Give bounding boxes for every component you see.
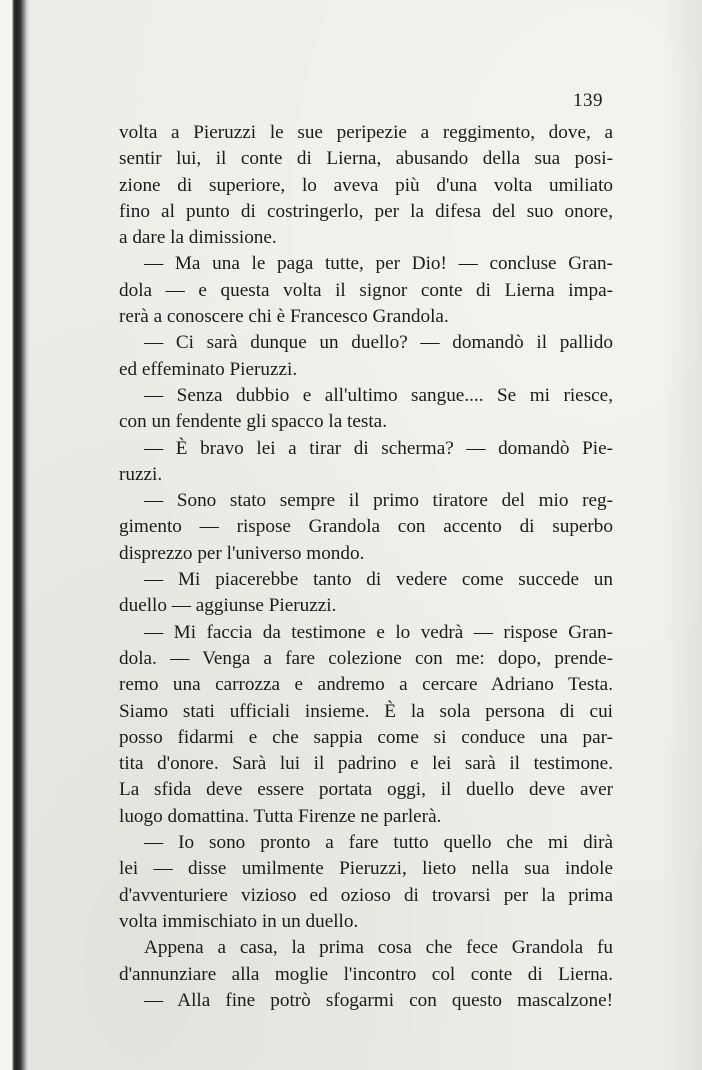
- text-line: dola — e questa volta il signor conte di Lierna impa-: [119, 279, 613, 301]
- text-line: volta immischiato in un duello.: [119, 910, 359, 932]
- text-line: Siamo stati ufficiali insieme. È la sola persona di cui: [119, 700, 613, 722]
- book-binding-edge: [0, 0, 30, 1070]
- text-line: — Ma una le paga tutte, per Dio! — concluse Gran-: [144, 253, 613, 275]
- text-line: ruzzi.: [119, 463, 163, 485]
- text-line: remo una carrozza e andremo a cercare Adriano Testa.: [119, 674, 613, 696]
- text-line: — Mi faccia da testimone e lo vedrà — rispose Gran-: [144, 621, 613, 643]
- text-line: gimento — rispose Grandola con accento di superbo: [119, 516, 613, 538]
- text-line: — Senza dubbio e all'ultimo sangue.... Se mi riesce,: [144, 384, 613, 406]
- text-line: tita d'onore. Sarà lui il padrino e lei sarà il testimone.: [119, 753, 613, 775]
- text-line: d'avventuriere vizioso ed ozioso di trovarsi per la prima: [119, 884, 613, 906]
- text-line: duello — aggiunse Pieruzzi.: [119, 595, 337, 617]
- text-line: dola. — Venga a fare colezione con me: dopo, prende-: [119, 647, 613, 669]
- text-line: luogo domattina. Tutta Firenze ne parlerà.: [119, 805, 442, 827]
- text-line: — Ci sarà dunque un duello? — domandò il pallido: [144, 332, 613, 354]
- body-text: [119, 120, 613, 1014]
- text-line: — Io sono pronto a fare tutto quello che mi dirà: [144, 832, 613, 854]
- text-line: — Sono stato sempre il primo tiratore del mio reg-: [144, 490, 613, 512]
- text-line: La sfida deve essere portata oggi, il duello deve aver: [119, 779, 613, 801]
- text-line: a dare la dimissione.: [119, 227, 277, 249]
- text-line: posso fidarmi e che sappia come si conduce una par-: [119, 726, 613, 748]
- page-shadow: [662, 0, 702, 1070]
- text-line: d'annunziare alla moglie l'incontro col conte di Lierna.: [119, 963, 613, 985]
- text-line: disprezzo per l'universo mondo.: [119, 542, 365, 564]
- page-number: 139: [573, 90, 603, 111]
- text-line: sentir lui, il conte di Lierna, abusando della sua posi-: [119, 148, 613, 170]
- text-line: — È bravo lei a tirar di scherma? — domandò Pie-: [144, 437, 613, 459]
- text-line: fino al punto di costringerlo, per la difesa del suo onore,: [119, 200, 613, 222]
- text-line: con un fendente gli spacco la testa.: [119, 411, 387, 433]
- text-line: rerà a conoscere chi è Francesco Grandola.: [119, 306, 449, 328]
- text-line: Appena a casa, la prima cosa che fece Grandola fu: [144, 937, 613, 959]
- text-line: lei — disse umilmente Pieruzzi, lieto nella sua indole: [119, 858, 613, 880]
- text-line: — Mi piacerebbe tanto di vedere come succede un: [144, 569, 613, 591]
- text-line: ed effeminato Pieruzzi.: [119, 358, 298, 380]
- text-line: volta a Pieruzzi le sue peripezie a reggimento, dove, a: [119, 122, 613, 143]
- text-line: — Alla fine potrò sfogarmi con questo mascalzone!: [144, 989, 613, 1011]
- text-line: zione di superiore, lo aveva più d'una volta umiliato: [119, 174, 613, 196]
